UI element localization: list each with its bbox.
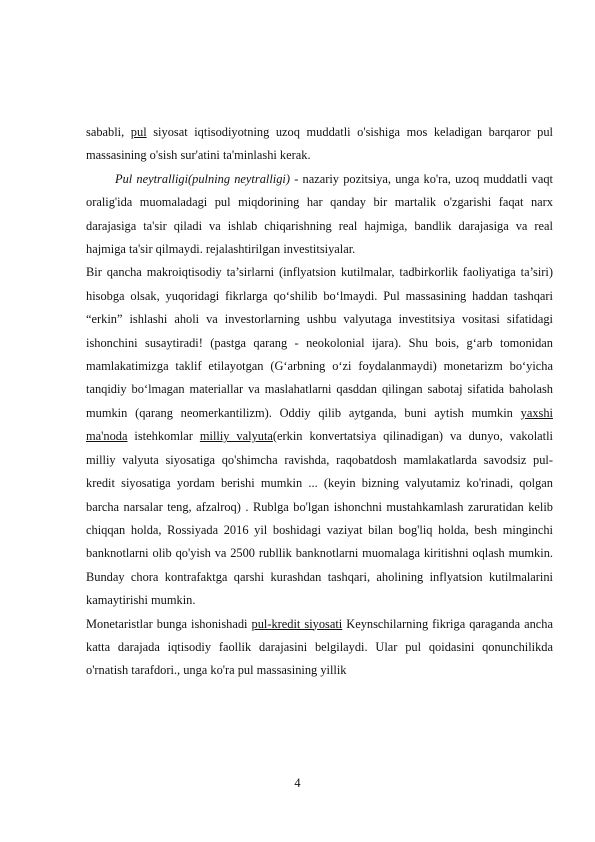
page-number: 4 <box>294 776 301 790</box>
paragraph-1-text-b: siyosat iqtisodiyotning uzoq muddatli o'sishiga mos keladigan barqaror pul massasining o'sish sur'atini ta'minlashi kerak. <box>86 125 553 163</box>
paragraph-3-text-c: (erkin konvertatsiya qilinadigan) va dunyo, vakolatli milliy valyuta siyosatiga qo'shimcha ravishda, raqobatdosh mamlakatlarda savodsiz pul-kredit siyosatiga yordam berishi mumkin ... (keyin bizning valyutamiz ko'rinadi, qolgan barcha narsalar teng, afzalroq) . Rublga bo'lgan ishonchni mustahkamlash zaruratidan kelib chiqqan holda, Rossiyada 2016 yil boshidagi vaziyat bilan bog'liq holda, besh minginchi banknotlarni olib qo'yish va 2500 rubllik banknotlarni muomalaga kiritishni oqlash mumkin. Bunday chora kontrafaktga qarshi kurashdan tashqari, aholining inflyatsion kutilmalarini kamaytirishi mumkin. <box>86 429 553 608</box>
link-pul-kredit-siyosati[interactable]: pul-kredit siyosati <box>251 616 343 631</box>
paragraph-2-text: - nazariy pozitsiya, unga ko'ra, uzoq muddatli vaqt oralig'ida muomaladagi pul miqdorining har qanday bir martalik o'zgarishi faqat narx darajasiga ta'sir qiladi va ishlab chiqarishning real hajmiga, bandlik darajasiga va real hajmiga ta'sir qilmaydi. rejalashtirilgan investitsiyalar. <box>86 171 553 257</box>
link-pul[interactable]: pul <box>130 125 147 139</box>
link-milliy-valyuta[interactable]: milliy valyuta <box>199 429 273 444</box>
link-yaxshi-manoda[interactable]: yaxshi ma'noda <box>86 405 553 444</box>
term-pul-neytralligi: Pul neytralligi(pulning neytralligi) <box>115 171 290 186</box>
paragraph-3-text-b: istehkomlar <box>127 429 200 444</box>
paragraph-4-text-a: Monetaristlar bunga ishonishadi <box>86 616 252 631</box>
paragraph-1-text-a: sababli, <box>86 125 131 139</box>
paragraph-3 <box>86 261 553 612</box>
paragraph-2 <box>86 168 553 262</box>
paragraph-4-text-b: Keynschilarning fikriga qaraganda ancha katta darajada iqtisodiy faollik darajasini belgilaydi. Ular pul qoidasini qonunchilikda o'rnatish tarafdori., unga ko'ra pul massasining yillik <box>86 616 553 678</box>
body-text <box>86 121 553 683</box>
paragraph-4 <box>86 613 553 683</box>
paragraph-1 <box>86 121 553 168</box>
paragraph-3-text-a: Bir qancha makroiqtisodiy ta’sirlarni (inflyatsion kutilmalar, tadbirkorlik faoliyatiga ta’siri) hisobga olsak, yuqoridagi fikrlarga qo‘shilib bo‘lmaydi. Pul massasining haddan tashqari “erkin” ishlashi aholi va investorlarning ushbu valyutaga investitsiya vositasi sifatidagi ishonchini susaytiradi! (pastga qarang - neokolonial ijara). Shu bois, g‘arb tomonidan mamlakatimizga taklif etilayotgan (G‘arbning o‘zi foydalanmaydi) monetarizm bo‘yicha tanqidiy bo‘lmagan materiallar va maslahatlarni qasddan qilingan sabotaj sifatida baholash mumkin (qarang neomerkantilizm). Oddiy qilib aytganda, buni aytish mumkin <box>86 265 553 420</box>
